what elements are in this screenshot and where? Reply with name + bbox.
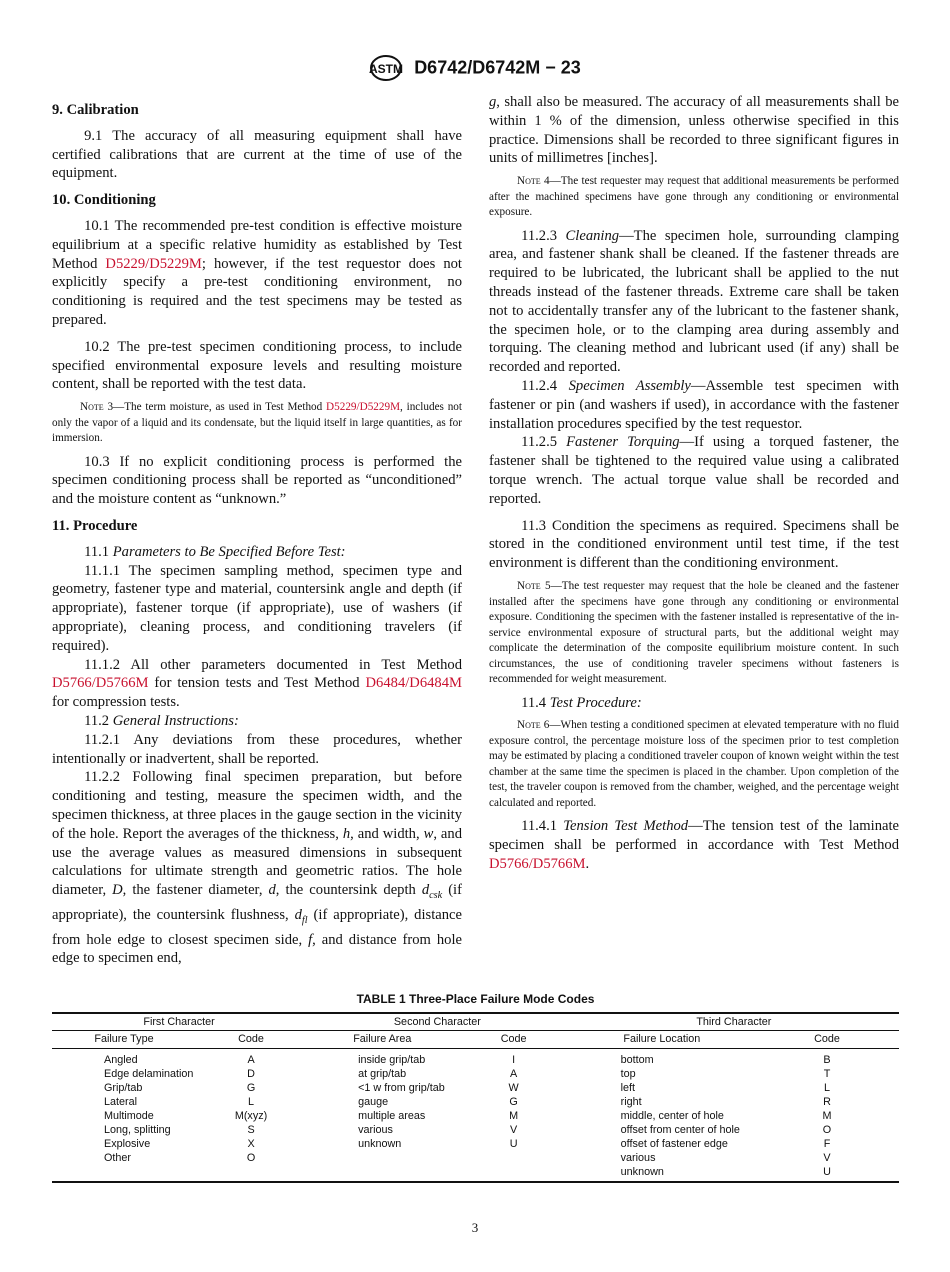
italic-text: Test Procedure: [549, 694, 642, 711]
code-cell: U [755, 1165, 899, 1182]
code-cell: M(xyz) [234, 1110, 268, 1122]
text-run: 11. Procedure [52, 518, 138, 535]
description-cell: right [620, 1096, 642, 1108]
text-run: . [585, 855, 590, 872]
description-cell: multiple areas [358, 1110, 426, 1122]
subscript: fl [301, 914, 308, 926]
table-row [52, 1095, 899, 1109]
text-run: 10.3 If no explicit conditioning process is performed the specimen conditioning process shall be reported as “unconditioned” and the moisture content as “unknown.” [52, 453, 462, 508]
text-run: 10.1 The recommended pre-test condition is effective moisture equilibrium at a specific relative humidity as established by Test Method [52, 217, 462, 272]
standard-link[interactable]: D5766/D5766M [52, 675, 149, 692]
italic-text: f [308, 931, 313, 948]
italic-text: d [268, 882, 276, 899]
standard-link[interactable]: D5229/D5229M [105, 255, 202, 272]
note [489, 174, 899, 221]
code-cell: G [509, 1096, 518, 1108]
description-cell: various [358, 1124, 393, 1136]
astm-logo-icon [369, 55, 403, 81]
description-cell: Edge delamination [104, 1068, 194, 1080]
paragraph [489, 433, 899, 508]
text-run: (if appropriate), distance from hole edge to closest specimen side, [52, 906, 462, 948]
description-cell: Other [104, 1152, 132, 1164]
text-run: 3—The term moisture, as used in Test Method [103, 401, 327, 414]
text-run: 11.2.5 [521, 434, 567, 451]
text-run: , and use the average values as measured dimensions in subsequent calculations for ultimate strength and geometric ratios. The hole diameter, [52, 825, 462, 899]
italic-text: d [294, 906, 302, 923]
description-cell: inside grip/tab [358, 1054, 426, 1066]
column-header: Failure Location [569, 1031, 755, 1049]
code-cell [459, 1165, 569, 1182]
code-cell: A [247, 1054, 255, 1066]
text-run: 9.1 The accuracy of all measuring equipment shall have certified calibrations that are current at the time of use of the equipment. [52, 127, 462, 182]
code-cell: L [823, 1082, 830, 1094]
text-run: 6—When testing a conditioned specimen at elevated temperature with no fluid exposure control, the percentage moisture loss of the specimen prior to test completion may be estimated by placing a conditioned traveler coupon of known weight within the test chamber at the same time the specimen is placed in the chamber. Upon completion of the test, the traveler coupon is removed from the chamber, weighed, and the percentage weight calculated and reported. [489, 719, 899, 809]
table-row [52, 1165, 899, 1182]
paragraph [52, 127, 462, 183]
table-title: TABLE 1 Three-Place Failure Mode Codes [356, 992, 595, 1006]
page-number: 3 [471, 1220, 479, 1235]
text-run: 11.1.1 The specimen sampling method, specimen type and geometry, fastener type and material, countersink angle and depth (if appropriate), fastener torque (if appropriate), use of washers (if appropriate), cleaning process, and conditioning travelers (if required). [52, 562, 462, 654]
paragraph [52, 217, 462, 330]
paragraph [489, 517, 899, 573]
text-run: —The specimen hole, surrounding clamping area, and fastener shank shall be cleaned. If the fastener threads are required to be lubricated, the lubricant shall be applied to the nut threads instead of the fastener threads. Extreme care shall be taken not to accidentally transfer any of the lubricant to the fastener shank, the specimen hole, or to the clamping area during assembly and torquing. The cleaning method and lubricant used (if any) shall be recorded and reported. [489, 227, 899, 376]
text-run: —The tension test of the laminate specimen shall be performed in accordance with Test Method [489, 818, 899, 854]
note-label: Note [517, 580, 541, 593]
text-run: 11.2.3 [521, 227, 566, 244]
code-cell: B [823, 1054, 831, 1066]
text-run: 10.2 The pre-test specimen conditioning process, to include specified environmental exposure levels and resulting moisture content, shall be reported with the test data. [52, 338, 462, 393]
description-cell: offset from center of hole [620, 1124, 740, 1136]
text-run: 10. Conditioning [52, 192, 156, 209]
column-header: Failure Area [306, 1031, 458, 1049]
code-cell: A [510, 1068, 518, 1080]
description-cell: left [620, 1082, 636, 1094]
description-cell [306, 1165, 458, 1182]
column-header: Code [755, 1031, 899, 1049]
code-cell: G [246, 1082, 256, 1094]
column-header: Failure Type [52, 1031, 196, 1049]
code-cell [459, 1151, 569, 1165]
svg-text:ASTM: ASTM [369, 62, 404, 76]
text-run: 11.1 [84, 543, 113, 560]
description-cell: Grip/tab [104, 1082, 143, 1094]
text-run: , and distance from hole edge to specimen end, [52, 931, 462, 967]
text-run: 5—The test requester may request that the hole be cleaned and the fastener installed after the specimens have gone through any conditioning or environmental exposure. Conditioning the specimen with the fastener installed is representative of the in-service environmental exposure of structural parts, but the additional weight may complicate the determination of the composite equilibrium moisture content. In such circumstances, the use of conditioning traveler specimens without fasteners is recommended for weight measurement. [489, 580, 899, 686]
description-cell: bottom [620, 1054, 654, 1066]
italic-text: d [421, 882, 430, 899]
paragraph [52, 712, 462, 731]
paragraph [52, 656, 462, 712]
paragraph [52, 562, 462, 656]
paragraph [52, 768, 462, 968]
note-label: Note [517, 175, 541, 188]
italic-text: Fastener Torquing [566, 434, 680, 451]
description-cell [306, 1151, 458, 1165]
note-label: Note [517, 719, 541, 732]
description-cell [52, 1165, 196, 1182]
code-cell: V [823, 1152, 831, 1164]
group-header: First Character [52, 1013, 306, 1031]
italic-text: D [112, 882, 123, 899]
description-cell: Explosive [104, 1138, 151, 1150]
table-row [52, 1123, 899, 1137]
failure-mode-table [52, 992, 899, 1183]
code-cell: R [823, 1096, 831, 1108]
table-row [52, 1049, 899, 1068]
text-run: for tension tests and Test Method [148, 675, 366, 692]
text-run: 11.3 Condition the specimens as required. Specimens shall be stored in the conditioned environment until test time, if the test environment is different than the conditioning environment. [489, 517, 899, 572]
paragraph [52, 453, 462, 509]
note [489, 718, 899, 811]
description-cell: at grip/tab [358, 1068, 407, 1080]
code-cell: F [823, 1138, 831, 1150]
note-label: Note [80, 401, 104, 414]
note [52, 400, 462, 447]
paragraph [489, 377, 899, 433]
text-run: 11.4 [521, 694, 550, 711]
italic-text: Cleaning [565, 227, 620, 244]
italic-text: Tension Test Method [563, 818, 689, 835]
italic-text: w [423, 825, 434, 842]
description-cell: unknown [358, 1138, 402, 1150]
text-run: for compression tests. [52, 694, 180, 711]
code-cell: L [248, 1096, 255, 1108]
paragraph [52, 543, 462, 562]
standard-link[interactable]: D6484/D6484M [365, 675, 462, 692]
paragraph [52, 338, 462, 394]
paragraph [489, 93, 899, 168]
paragraph [52, 731, 462, 769]
group-header: Second Character [306, 1013, 569, 1031]
code-cell: W [508, 1082, 519, 1094]
description-cell: top [620, 1068, 636, 1080]
text-run: 4—The test requester may request that additional measurements be performed after the machined specimens have gone through any conditioning or environmental exposure. [489, 175, 899, 219]
text-run: —Assemble test specimen with fastener or pin (and washers if used), in accordance with the fastener installation procedures specified by the test requestor. [489, 378, 899, 432]
subscript: csk [429, 890, 443, 902]
code-cell: U [509, 1138, 518, 1150]
group-header: Third Character [569, 1013, 899, 1031]
table-row [52, 1109, 899, 1123]
code-cell: D [247, 1068, 255, 1080]
italic-text: Parameters to Be Specified Before Test: [112, 543, 346, 560]
standard-link[interactable]: D5229/D5229M [326, 401, 401, 414]
code-cell: S [247, 1124, 255, 1136]
text-run: 11.1.2 All other parameters documented in Test Method [84, 656, 462, 673]
text-run: , the fastener diameter, [122, 882, 269, 899]
code-cell: O [246, 1152, 256, 1164]
text-run: (if appropriate), the countersink flushness, [52, 882, 462, 923]
designation: D6742/D6742M − 23 [414, 57, 581, 78]
text-run: 9. Calibration [52, 102, 139, 118]
description-cell: <1 w from grip/tab [358, 1082, 445, 1094]
code-cell: T [823, 1068, 831, 1080]
left-column [52, 93, 462, 968]
text-run: 11.2.2 Following final specimen preparation, but before conditioning and testing, measure the specimen width, and the specimen thickness, at three places in the gauge section in the vicinity of the hole. Report the averages of the thickness, [52, 769, 462, 842]
table-row [52, 1151, 899, 1165]
code-cell: O [822, 1124, 832, 1136]
right-column [489, 93, 899, 874]
page-header [0, 55, 950, 81]
paragraph [489, 694, 899, 713]
code-cell: I [512, 1054, 516, 1066]
text-run: , shall also be measured. The accuracy of all measurements shall be within 1 % of the dimension, unless otherwise specified in this practice. Dimensions shall be recorded to three significant figures in units of millimetres [inches]. [489, 94, 899, 167]
italic-text: g [489, 94, 497, 110]
code-cell: M [822, 1110, 832, 1122]
description-cell: Multimode [104, 1110, 154, 1122]
table-row [52, 1067, 899, 1081]
code-cell: M [509, 1110, 519, 1122]
text-run: , and width, [350, 825, 424, 842]
text-run: , includes not only the vapor of a liquid and its condensate, but the liquid itself in large quantities, as for immersion. [52, 401, 462, 445]
description-cell: various [620, 1152, 656, 1164]
code-cell [196, 1165, 306, 1182]
description-cell: Lateral [104, 1096, 138, 1108]
description-cell: Angled [104, 1054, 138, 1066]
text-run: 11.2.1 Any deviations from these procedures, whether intentionally or inadvertent, shall be reported. [52, 731, 462, 767]
table-row [52, 1081, 899, 1095]
description-cell: gauge [358, 1096, 389, 1108]
paragraph [489, 227, 899, 377]
standard-link[interactable]: D5766/D5766M [489, 855, 586, 872]
text-run: 11.2 [84, 713, 113, 730]
text-run: 11.2.4 [521, 378, 569, 395]
description-cell: offset of fastener edge [620, 1138, 728, 1150]
column-header: Code [459, 1031, 569, 1049]
description-cell: unknown [569, 1165, 755, 1182]
text-run: ; however, if the test requestor does not explicitly specify a pre-test conditioning environment, no conditioning is required and the test specimens may be tested as prepared. [52, 255, 462, 328]
section-heading [52, 517, 462, 536]
description-cell: middle, center of hole [620, 1110, 724, 1122]
note [489, 579, 899, 688]
paragraph [489, 817, 899, 873]
section-heading [52, 191, 462, 210]
italic-text: h [342, 825, 351, 842]
code-cell: X [247, 1138, 255, 1150]
description-cell: Long, splitting [104, 1124, 171, 1136]
section-heading [52, 101, 462, 120]
table-row [52, 1137, 899, 1151]
italic-text: Specimen Assembly [568, 378, 691, 395]
code-cell: V [510, 1124, 518, 1136]
text-run: —If using a torqued fastener, the fastener shall be tightened to the required value using a calibrated torque wrench. The actual torque value shall be recorded and reported. [489, 434, 900, 507]
italic-text: General Instructions: [112, 713, 239, 730]
text-run: 11.4.1 [521, 818, 564, 835]
text-run: , the countersink depth [275, 882, 422, 899]
column-header: Code [196, 1031, 306, 1049]
